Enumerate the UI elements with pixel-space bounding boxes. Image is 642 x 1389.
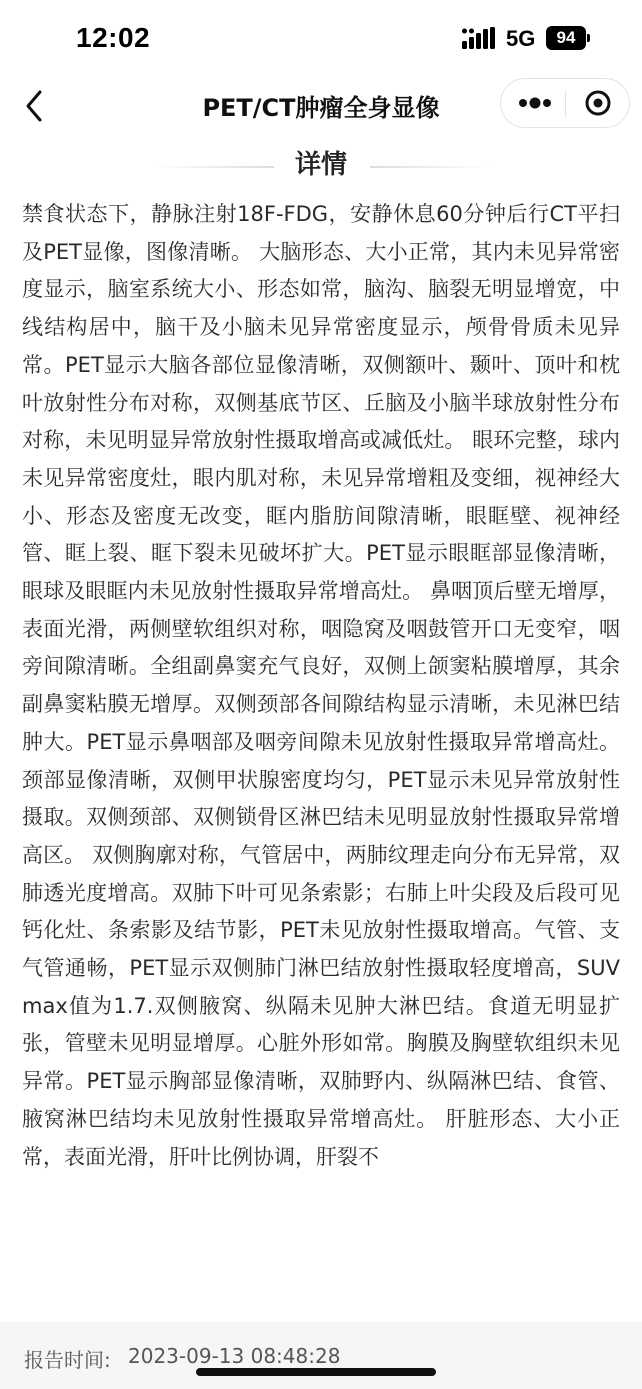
signal-icon: [462, 27, 496, 49]
network-label: 5G: [506, 26, 536, 51]
target-circle-icon: [566, 79, 630, 127]
more-button[interactable]: [501, 79, 565, 127]
battery-tip: [587, 34, 590, 42]
status-time: 12:02: [76, 22, 151, 53]
report-time-footer: [0, 1322, 642, 1389]
section-heading: [0, 140, 642, 184]
report-time-value: 2023-09-13 08:48:28: [128, 1344, 341, 1368]
mini-program-capsule: [500, 78, 630, 128]
section-title: 详情: [294, 150, 347, 180]
home-indicator[interactable]: [196, 1368, 436, 1376]
page-title: PET/CT肿瘤全身显像: [202, 94, 440, 122]
battery-icon: [546, 26, 590, 50]
nav-bar: [0, 78, 642, 136]
close-button[interactable]: [566, 79, 630, 127]
battery-level: 94: [546, 26, 586, 50]
status-bar: [0, 0, 642, 78]
heading-divider-right: [370, 166, 492, 168]
report-time-label: 报告时间:: [24, 1348, 111, 1372]
report-text: 禁食状态下，静脉注射18F-FDG，安静休息60分钟后行CT平扫及PET显像，图像清晰。 大脑形态、大小正常，其内未见异常密度显示，脑室系统大小、形态如常，脑沟、脑裂无明显增宽，中线结构居中，脑干及小脑未见异常密度显示，颅骨骨质未见异常。PET显示大脑各部位显像清晰，双侧额叶、颞叶、顶叶和枕叶放射性分布对称，双侧基底节区、丘脑及小脑半球放射性分布对称，未见明显异常放射性摄取增高或减低灶。 眼环完整，球内未见异常密度灶，眼内肌对称，未见异常增粗及变细，视神经大小、形态及密度无改变，眶内脂肪间隙清晰，眼眶壁、视神经管、眶上裂、眶下裂未见破坏扩大。PET显示眼眶部显像清晰，眼球及眼眶内未见放射性摄取异常增高灶。 鼻咽顶后壁无增厚，表面光滑，两侧壁软组织对称，咽隐窝及咽鼓管开口无变窄，咽旁间隙清晰。全组副鼻窦充气良好，双侧上颌窦粘膜增厚，其余副鼻窦粘膜无增厚。双侧颈部各间隙结构显示清晰，未见淋巴结肿大。PET显示鼻咽部及咽旁间隙未见放射性摄取异常增高灶。颈部显像清晰，双侧甲状腺密度均匀，PET显示未见异常放射性摄取。双侧颈部、双侧锁骨区淋巴结未见明显放射性摄取异常增高区。 双侧胸廓对称，气管居中，两肺纹理走向分布无异常，双肺透光度增高。双肺下叶可见条索影；右肺上叶尖段及后段可见钙化灶、条索影及结节影，PET未见放射性摄取增高。气管、支气管通畅，PET显示双侧肺门淋巴结放射性摄取轻度增高，SUVmax值为1.7.双侧腋窝、纵隔未见肿大淋巴结。食道无明显扩张，管壁未见明显增厚。心脏外形如常。胸膜及胸壁软组织未见异常。PET显示胸部显像清晰，双肺野内、纵隔淋巴结、食管、腋窝淋巴结均未见放射性摄取异常增高灶。 肝脏形态、大小正常，表面光滑，肝叶比例协调，肝裂不: [22, 202, 620, 1169]
more-dots-icon: [501, 79, 565, 127]
